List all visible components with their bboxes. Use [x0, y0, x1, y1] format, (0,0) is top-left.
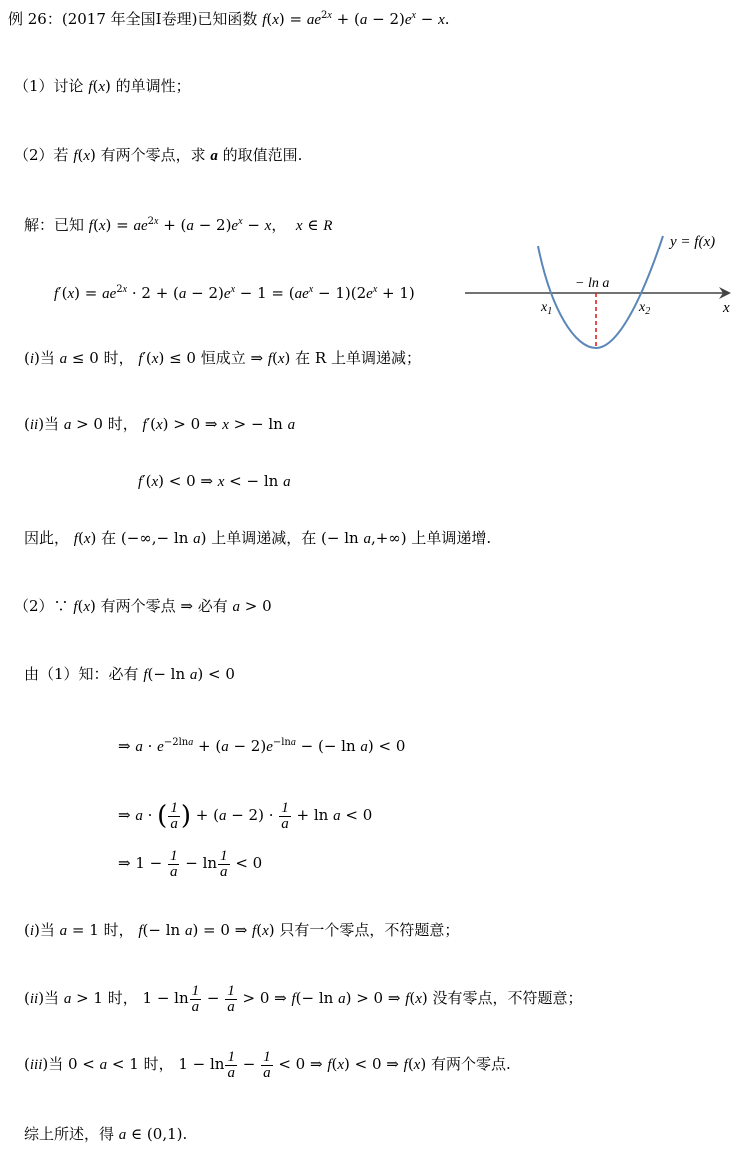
from-part1: 由（1）知：必有 f(− ln a) < 0 [24, 665, 235, 683]
final-answer: 综上所述，得 a ∈ (0,1). [24, 1125, 188, 1143]
part2-intro: （2）∵ f(x) 有两个零点 ⇒ 必有 a > 0 [14, 597, 272, 615]
root-2-subscript: 2 [645, 306, 651, 317]
step-3: ⇒ 1 − $\frac{1}{a}$ − ln $\frac{1}{a}$ < 0 [118, 847, 263, 880]
sub-case-iii: (iii)当 0 < a < 1 时， 1 − ln $\frac{1}{a}$ − $\frac{1}{a}$ < 0 ⇒ f(x) < 0 ⇒ f(x) 有两个零点. [24, 1048, 511, 1081]
question-2: （2）若 f(x) 有两个零点，求 a 的取值范围. [14, 146, 303, 164]
sub-case-i: (i)当 a = 1 时， f(− ln a) = 0 ⇒ f(x) 只有一个零点，不符题意； [24, 921, 460, 939]
case-i: (i)当 a ≤ 0 时， f′(x) ≤ 0 恒成立 ⇒ f(x) 在 R 上单调递减； [24, 349, 421, 367]
sub-case-ii: (ii)当 a > 1 时， 1 − ln $\frac{1}{a}$ − $\frac{1}{a}$ > 0 ⇒ f(− ln a) > 0 ⇒ f(x) 没有零点，不符题意； [24, 982, 583, 1015]
function-curve [538, 236, 663, 348]
function-graph [465, 230, 745, 360]
step-1: ⇒ $a \cdot e^{-2lna} + (a - 2)e^{-lna}$ − (− ln a) < 0 [118, 737, 406, 755]
case-ii-a: (ii)当 a > 0 时， f′(x) > 0 ⇒ x > − ln a [24, 415, 296, 433]
axis-label: x [723, 300, 730, 316]
step-2: ⇒ a · ( $\frac{1}{a}$ ) + (a − 2) · $\frac{1}{a}$ + ln a < 0 [118, 799, 373, 832]
root-2-label: $x_2$ [639, 300, 651, 317]
minimum-label: − ln a [575, 276, 610, 291]
question-1: （1）讨论 f(x) 的单调性； [14, 77, 191, 95]
problem-title: 例 26：(2017 年全国Ⅰ卷理)已知函数 $f(x) = ae^{2x} + (a - 2)e^x - x$. [8, 10, 450, 28]
derivative-line: $f'(x) = ae^{2x} \cdot 2 + (a - 2)e^x - 1 = (ae^x - 1)(2e^x + 1)$ [54, 284, 415, 302]
curve-label: y = f(x) [670, 234, 716, 250]
root-1-label: $x_1$ [541, 300, 553, 317]
root-1-subscript: 1 [547, 306, 553, 317]
conclusion-1: 因此， f(x) 在 (−∞,− ln a) 上单调递减，在 (− ln a,+∞) 上单调递增. [24, 529, 492, 547]
solution-intro: 解：已知 $f(x) = ae^{2x} + (a - 2)e^x - x$， x ∈ R [24, 216, 333, 234]
case-ii-b: f′(x) < 0 ⇒ x < − ln a [138, 472, 291, 490]
